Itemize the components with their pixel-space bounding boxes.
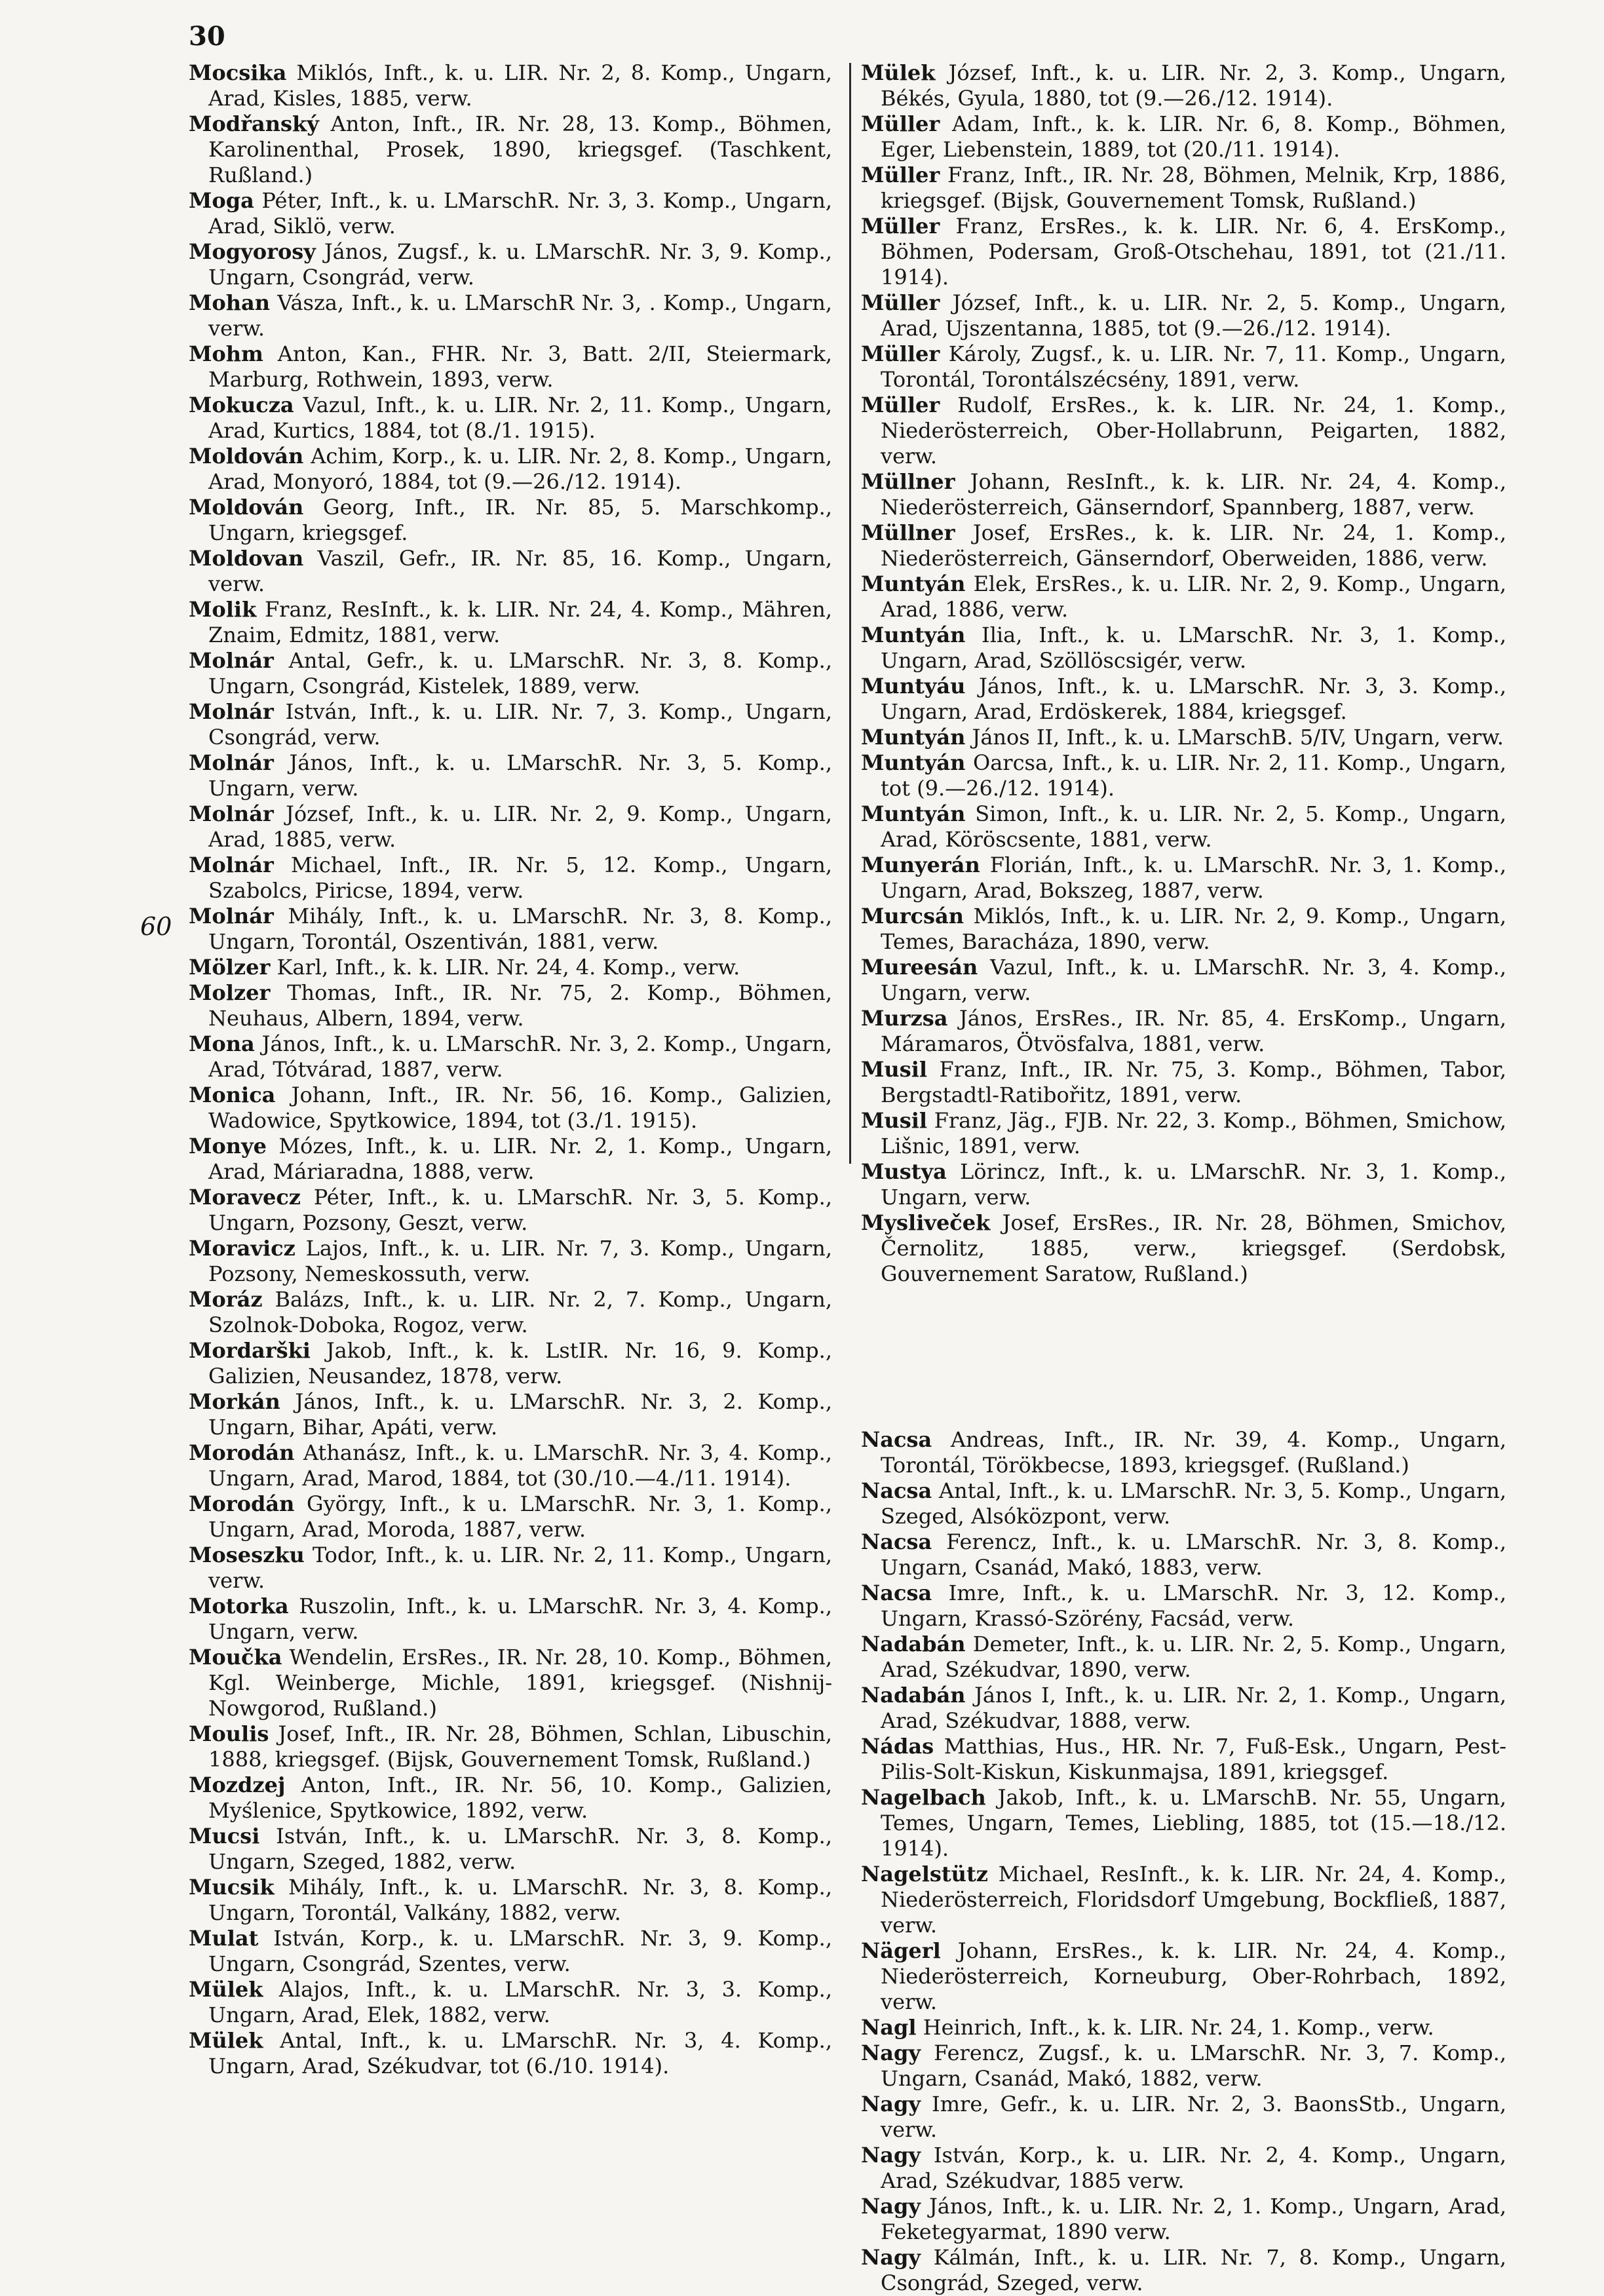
entry-surname: Molnár [189, 852, 274, 877]
entry [189, 1440, 832, 1491]
entry-details: Mózes, Inft., k. u. LIR. Nr. 2, 1. Komp., Ungarn, Arad, Máriaradna, 1888, verw. [208, 1134, 832, 1184]
entry-surname: Nagy [861, 2040, 921, 2065]
entry-details: Anton, Kan., FHR. Nr. 3, Batt. 2/II, Steiermark, Marburg, Rothwein, 1893, verw. [208, 341, 832, 392]
entry [861, 1632, 1506, 1683]
entry [189, 392, 832, 444]
entry-details: József, Inft., k. u. LIR. Nr. 2, 9. Komp., Ungarn, Arad, 1885, verw. [208, 801, 832, 852]
entry [861, 852, 1506, 904]
entry [189, 111, 832, 188]
entry-details: Franz, Jäg., FJB. Nr. 22, 3. Komp., Böhmen, Smichow, Lišnic, 1891, verw. [881, 1108, 1506, 1158]
entry-surname: Mogyorosy [189, 239, 316, 264]
entry-surname: Nadabán [861, 1632, 966, 1656]
entry [189, 699, 832, 750]
entry-details: Wendelin, ErsRes., IR. Nr. 28, 10. Komp., Böhmen, Kgl. Weinberge, Michle, 1891, kriegsgef. (Nishnij-Nowgorod, Rußland.) [208, 1645, 832, 1721]
entry-surname: Nagy [861, 2092, 921, 2116]
entry [861, 1938, 1506, 2015]
entry [861, 622, 1506, 674]
entry [189, 495, 832, 546]
column-divider [849, 63, 851, 1164]
entry [189, 1491, 832, 1542]
entry-details: Franz, Inft., IR. Nr. 28, Böhmen, Melnik, Krp, 1886, kriegsgef. (Bijsk, Gouvernement Tomsk, Rußland.) [881, 163, 1506, 213]
entry [861, 1580, 1506, 1632]
entry [861, 1159, 1506, 1210]
entry-surname: Mozdzej [189, 1772, 286, 1797]
entry-details: Athanász, Inft., k. u. LMarschR. Nr. 3, 4. Komp., Ungarn, Arad, Marod, 1884, tot (30./10.—4./11. 1914). [208, 1440, 832, 1491]
entry-surname: Molzer [189, 980, 271, 1005]
entry [189, 1542, 832, 1594]
entry-details: Károly, Zugsf., k. u. LIR. Nr. 7, 11. Komp., Ungarn, Torontál, Torontálszécsény, 1891, verw. [881, 341, 1506, 392]
entry [861, 2194, 1506, 2245]
entry-details: Miklós, Inft., k. u. LIR. Nr. 2, 8. Komp., Ungarn, Arad, Kisles, 1885, verw. [208, 60, 832, 111]
entry-surname: Mülek [861, 60, 936, 85]
entry-details: Adam, Inft., k. k. LIR. Nr. 6, 8. Komp., Böhmen, Eger, Liebenstein, 1889, tot (20./11. 1914). [881, 111, 1506, 162]
entry-details: Georg, Inft., IR. Nr. 85, 5. Marschkomp., Ungarn, kriegsgef. [208, 495, 832, 545]
entry-details: István, Inft., k. u. LMarschR. Nr. 3, 8. Komp., Ungarn, Szeged, 1882, verw. [208, 1824, 832, 1874]
entry-surname: Nägerl [861, 1938, 941, 1963]
entry-details: Antal, Inft., k. u. LMarschR. Nr. 3, 4. Komp., Ungarn, Arad, Székudvar, tot (6./10. 1914). [208, 2028, 832, 2078]
entry [189, 1185, 832, 1236]
entry-surname: Musil [861, 1057, 928, 1082]
entry-details: József, Inft., k. u. LIR. Nr. 2, 5. Komp., Ungarn, Arad, Ujszentanna, 1885, tot (9.—26./12. 1914). [881, 290, 1506, 341]
entry-surname: Muntyáu [861, 674, 966, 698]
entry-surname: Müller [861, 163, 940, 187]
entry [861, 214, 1506, 290]
entry-details: Demeter, Inft., k. u. LIR. Nr. 2, 5. Komp., Ungarn, Arad, Székudvar, 1890, verw. [881, 1632, 1506, 1682]
entry-surname: Moldován [189, 495, 304, 520]
entry-surname: Motorka [189, 1594, 289, 1618]
entry-surname: Mohan [189, 290, 271, 315]
entry-surname: Mulat [189, 1926, 259, 1951]
entry-details: Alajos, Inft., k. u. LMarschR. Nr. 3, 3. Komp., Ungarn, Arad, Elek, 1882, verw. [208, 1977, 832, 2027]
entry-surname: Molnár [189, 699, 274, 724]
entry [189, 1287, 832, 1338]
entry [861, 1108, 1506, 1159]
entry-surname: Müllner [861, 469, 955, 494]
entry [861, 801, 1506, 852]
entry [861, 1785, 1506, 1862]
entry-surname: Moga [189, 188, 254, 213]
n-section [861, 1427, 1506, 2296]
entry-details: Johann, Inft., IR. Nr. 56, 16. Komp., Galizien, Wadowice, Spytkowice, 1894, tot (3./1. 1915). [208, 1082, 832, 1133]
entry-details: Jakob, Inft., k. k. LstIR. Nr. 16, 9. Komp., Galizien, Neusandez, 1878, verw. [208, 1338, 832, 1388]
entry-surname: Nadabán [861, 1683, 966, 1708]
entry-details: István, Inft., k. u. LIR. Nr. 7, 3. Komp., Ungarn, Csongrád, verw. [208, 699, 832, 750]
entry-surname: Mysliveček [861, 1210, 991, 1235]
entry-details: István, Korp., k. u. LIR. Nr. 2, 4. Komp., Ungarn, Arad, Székudvar, 1885 verw. [881, 2143, 1506, 2193]
entry-surname: Modřanský [189, 111, 319, 136]
entry [189, 1772, 832, 1824]
entry-surname: Nagy [861, 2245, 921, 2270]
entry [189, 60, 832, 111]
entry [861, 904, 1506, 955]
entry-details: János, Inft., k. u. LMarschR. Nr. 3, 5. Komp., Ungarn, verw. [208, 750, 832, 801]
entry [861, 392, 1506, 469]
entry [189, 1645, 832, 1721]
entry-details: Heinrich, Inft., k. k. LIR. Nr. 24, 1. Komp., verw. [916, 2015, 1434, 2040]
entry-details: Péter, Inft., k. u. LMarschR. Nr. 3, 3. Komp., Ungarn, Arad, Siklö, verw. [208, 188, 832, 239]
entry-surname: Moravecz [189, 1185, 301, 1210]
entry-details: Antal, Inft., k. u. LMarschR. Nr. 3, 5. Komp., Ungarn, Szeged, Alsóközpont, verw. [881, 1478, 1506, 1529]
entry-details: Josef, ErsRes., IR. Nr. 28, Böhmen, Smichov, Černolitz, 1885, verw., kriegsgef. (Serdobsk, Gouvernement Saratow, Rußland.) [881, 1210, 1506, 1286]
entry-details: Miklós, Inft., k. u. LIR. Nr. 2, 9. Komp., Ungarn, Temes, Baracháza, 1890, verw. [881, 904, 1506, 954]
entry-details: János, Inft., k. u. LIR. Nr. 2, 1. Komp., Ungarn, Arad, Feketegyarmat, 1890 verw. [881, 2194, 1506, 2244]
entry [189, 1389, 832, 1440]
entry-details: Michael, ResInft., k. k. LIR. Nr. 24, 4. Komp., Niederösterreich, Floridsdorf Umgebung, Bockfließ, 1887, verw. [881, 1862, 1506, 1938]
entry [861, 341, 1506, 392]
m-section [861, 60, 1506, 1287]
entry-details: Simon, Inft., k. u. LIR. Nr. 2, 5. Komp., Ungarn, Arad, Köröscsente, 1881, verw. [881, 801, 1506, 852]
entry-details: Mihály, Inft., k. u. LMarschR. Nr. 3, 8. Komp., Ungarn, Torontál, Oszentiván, 1881, verw. [208, 904, 832, 954]
entry-surname: Nádas [861, 1734, 934, 1759]
entry-surname: Musil [861, 1108, 928, 1133]
entry-surname: Muntyán [861, 622, 966, 647]
entry [189, 1594, 832, 1645]
page-number: 30 [189, 21, 225, 52]
entry-surname: Moseszku [189, 1542, 305, 1567]
entry-details: József, Inft., k. u. LIR. Nr. 2, 3. Komp., Ungarn, Békés, Gyula, 1880, tot (9.—26./12. 1914). [881, 60, 1506, 111]
entry-surname: Mohm [189, 341, 263, 366]
entry-details: Vazul, Inft., k. u. LMarschR. Nr. 3, 4. Komp., Ungarn, verw. [881, 955, 1506, 1005]
entry-surname: Nacsa [861, 1427, 932, 1452]
entry-surname: Moravicz [189, 1236, 296, 1261]
entry-details: Vásza, Inft., k. u. LMarschR Nr. 3, . Komp., Ungarn, verw. [208, 290, 832, 341]
entry-details: Balázs, Inft., k. u. LIR. Nr. 2, 7. Komp., Ungarn, Szolnok-Doboka, Rogoz, verw. [208, 1287, 832, 1337]
right-column [861, 60, 1506, 2296]
entry-details: György, Inft., k u. LMarschR. Nr. 3, 1. Komp., Ungarn, Arad, Moroda, 1887, verw. [208, 1491, 832, 1542]
entry-surname: Molnár [189, 750, 274, 775]
entry-surname: Molnár [189, 904, 274, 928]
entry-surname: Mokucza [189, 392, 294, 417]
entry-surname: Nagy [861, 2194, 921, 2219]
entry-surname: Nagelbach [861, 1785, 986, 1810]
entry-surname: Murcsán [861, 904, 964, 928]
entry [189, 1031, 832, 1082]
entry-surname: Muntyán [861, 750, 966, 775]
entry [189, 801, 832, 852]
entry-surname: Murzsa [861, 1006, 948, 1031]
entry-details: Ferencz, Inft., k. u. LMarschR. Nr. 3, 8. Komp., Ungarn, Csanád, Makó, 1883, verw. [881, 1529, 1506, 1580]
entry-surname: Moráz [189, 1287, 263, 1312]
entry-surname: Nagy [861, 2143, 921, 2168]
entry-surname: Mülek [189, 2028, 263, 2053]
entry [189, 1977, 832, 2028]
entry-details: Achim, Korp., k. u. LIR. Nr. 2, 8. Komp., Ungarn, Arad, Monyoró, 1884, tot (9.—26./12. 1914). [208, 444, 832, 494]
entry [189, 546, 832, 597]
entry-surname: Mona [189, 1031, 255, 1056]
entry [189, 444, 832, 495]
entry-details: Thomas, Inft., IR. Nr. 75, 2. Komp., Böhmen, Neuhaus, Albern, 1894, verw. [208, 980, 832, 1031]
entry-details: Anton, Inft., IR. Nr. 28, 13. Komp., Böhmen, Karolinenthal, Prosek, 1890, kriegsgef. (Taschkent, Rußland.) [208, 111, 832, 187]
entry-details: Ferencz, Zugsf., k. u. LMarschR. Nr. 3, 7. Komp., Ungarn, Csanád, Makó, 1882, verw. [881, 2040, 1506, 2091]
entry [189, 1338, 832, 1389]
entry-surname: Molik [189, 597, 257, 622]
entry-details: Vazul, Inft., k. u. LIR. Nr. 2, 11. Komp., Ungarn, Arad, Kurtics, 1884, tot (8./1. 1915). [208, 392, 832, 443]
entry-surname: Mucsik [189, 1875, 275, 1900]
entry [189, 648, 832, 699]
entry-surname: Moldován [189, 444, 304, 469]
entry [861, 674, 1506, 725]
entry-surname: Nagl [861, 2015, 917, 2040]
entry-surname: Morodán [189, 1440, 295, 1465]
entry-details: Karl, Inft., k. k. LIR. Nr. 24, 4. Komp., verw. [270, 955, 740, 980]
entry-surname: Mülek [189, 1977, 263, 2002]
entry-details: Kálmán, Inft., k. u. LIR. Nr. 7, 8. Komp., Ungarn, Csongrád, Szeged, verw. [881, 2245, 1506, 2295]
entry [861, 1210, 1506, 1287]
entry-details: Franz, Inft., IR. Nr. 75, 3. Komp., Böhmen, Tabor, Bergstadtl-Ratibořitz, 1891, verw. [881, 1057, 1506, 1107]
entry-details: Mihály, Inft., k. u. LMarschR. Nr. 3, 8. Komp., Ungarn, Torontál, Valkány, 1882, verw. [208, 1875, 832, 1925]
entry [861, 955, 1506, 1006]
entry-details: János, Inft., k. u. LMarschR. Nr. 3, 2. Komp., Ungarn, Arad, Tótvárad, 1887, verw. [208, 1031, 832, 1082]
section-gap [861, 1287, 1506, 1427]
entry-details: Péter, Inft., k. u. LMarschR. Nr. 3, 5. Komp., Ungarn, Pozsony, Geszt, verw. [208, 1185, 832, 1235]
entry [861, 1478, 1506, 1529]
entry-details: Ilia, Inft., k. u. LMarschR. Nr. 3, 1. Komp., Ungarn, Arad, Szöllöscsigér, verw. [881, 622, 1506, 673]
entry-surname: Nacsa [861, 1529, 932, 1554]
entry-details: Josef, Inft., IR. Nr. 28, Böhmen, Schlan, Libuschin, 1888, kriegsgef. (Bijsk, Gouvernement Tomsk, Rußland.) [208, 1721, 832, 1772]
entry-surname: Monica [189, 1082, 276, 1107]
entry-surname: Molnár [189, 648, 274, 673]
entry [189, 1236, 832, 1287]
entry-details: János, ErsRes., IR. Nr. 85, 4. ErsKomp., Ungarn, Máramaros, Ötvösfalva, 1881, verw. [881, 1006, 1506, 1056]
entry [861, 2245, 1506, 2296]
entry [861, 1006, 1506, 1057]
entry-surname: Mocsika [189, 60, 287, 85]
entry-details: Andreas, Inft., IR. Nr. 39, 4. Komp., Ungarn, Torontál, Törökbecse, 1893, kriegsgef. (Rußland.) [881, 1427, 1506, 1478]
entry [861, 2015, 1506, 2040]
entry-details: István, Korp., k. u. LMarschR. Nr. 3, 9. Komp., Ungarn, Csongrád, Szentes, verw. [208, 1926, 832, 1976]
entry [861, 750, 1506, 801]
entry-details: Michael, Inft., IR. Nr. 5, 12. Komp., Ungarn, Szabolcs, Piricse, 1894, verw. [208, 852, 832, 903]
entry-surname: Morkán [189, 1389, 280, 1414]
entry-details: Lajos, Inft., k. u. LIR. Nr. 7, 3. Komp., Ungarn, Pozsony, Nemeskossuth, verw. [208, 1236, 832, 1286]
handwritten-margin-note: 60 [140, 912, 172, 941]
entry [189, 955, 832, 980]
entry-details: Franz, ResInft., k. k. LIR. Nr. 24, 4. Komp., Mähren, Znaim, Edmitz, 1881, verw. [208, 597, 832, 647]
entry-surname: Muntyán [861, 725, 966, 750]
entry-surname: Mureesán [861, 955, 978, 980]
entry-surname: Muntyán [861, 571, 966, 596]
entry [189, 290, 832, 341]
entry-details: Franz, ErsRes., k. k. LIR. Nr. 6, 4. ErsKomp., Böhmen, Podersam, Groß-Otschehau, 1891, tot (21./11. 1914). [881, 214, 1506, 290]
entry-details: Oarcsa, Inft., k. u. LIR. Nr. 2, 11. Komp., Ungarn, tot (9.—26./12. 1914). [881, 750, 1506, 801]
entry-surname: Mordarški [189, 1338, 311, 1363]
entry [861, 1734, 1506, 1785]
entry-details: Ruszolin, Inft., k. u. LMarschR. Nr. 3, 4. Komp., Ungarn, verw. [208, 1594, 832, 1644]
entry [861, 1529, 1506, 1580]
entry-details: Rudolf, ErsRes., k. k. LIR. Nr. 24, 1. Komp., Niederösterreich, Ober-Hollabrunn, Peigarten, 1882, verw. [881, 392, 1506, 469]
entry-details: Todor, Inft., k. u. LIR. Nr. 2, 11. Komp., Ungarn, verw. [208, 1542, 832, 1593]
entry-details: Josef, ErsRes., k. k. LIR. Nr. 24, 1. Komp., Niederösterreich, Gänserndorf, Oberweiden, 1886, verw. [881, 520, 1506, 571]
entry-details: János, Inft., k. u. LMarschR. Nr. 3, 2. Komp., Ungarn, Bihar, Apáti, verw. [208, 1389, 832, 1440]
entry [189, 904, 832, 955]
entry [189, 1926, 832, 1977]
entry [861, 469, 1506, 520]
entry [189, 1824, 832, 1875]
entry-details: Imre, Gefr., k. u. LIR. Nr. 2, 3. BaonsStb., Ungarn, verw. [881, 2092, 1506, 2142]
entry [861, 1057, 1506, 1108]
entry-details: Vaszil, Gefr., IR. Nr. 85, 16. Komp., Ungarn, verw. [208, 546, 832, 596]
entry-surname: Molnár [189, 801, 274, 826]
entry-details: Antal, Gefr., k. u. LMarschR. Nr. 3, 8. Komp., Ungarn, Csongrád, Kistelek, 1889, verw. [208, 648, 832, 698]
entry [861, 163, 1506, 214]
entry-surname: Müllner [861, 520, 955, 545]
entry-details: Imre, Inft., k. u. LMarschR. Nr. 3, 12. Komp., Ungarn, Krassó-Szörény, Facsád, verw. [881, 1580, 1506, 1631]
entry-surname: Munyerán [861, 852, 980, 877]
entry-surname: Muntyán [861, 801, 966, 826]
entry-surname: Mölzer [189, 955, 271, 980]
entry-details: János I, Inft., k. u. LIR. Nr. 2, 1. Komp., Ungarn, Arad, Székudvar, 1888, verw. [881, 1683, 1506, 1733]
entry-details: Elek, ErsRes., k. u. LIR. Nr. 2, 9. Komp., Ungarn, Arad, 1886, verw. [881, 571, 1506, 622]
entry [861, 2143, 1506, 2194]
entry [861, 571, 1506, 622]
entry [189, 1875, 832, 1926]
entry [189, 1134, 832, 1185]
entry-surname: Müller [861, 111, 940, 136]
entry [189, 188, 832, 239]
entry [189, 1721, 832, 1772]
entry [189, 1082, 832, 1134]
entry-surname: Nagelstütz [861, 1862, 988, 1886]
entry [861, 290, 1506, 341]
entry-details: János II, Inft., k. u. LMarschB. 5/IV, Ungarn, verw. [965, 725, 1504, 750]
entry [189, 597, 832, 648]
entry-surname: Nacsa [861, 1478, 932, 1503]
entry [861, 2092, 1506, 2143]
entry [861, 111, 1506, 163]
entry-surname: Moulis [189, 1721, 269, 1746]
entry [189, 341, 832, 392]
entry [861, 1862, 1506, 1938]
entry [189, 852, 832, 904]
entry-surname: Moldovan [189, 546, 304, 571]
entry [861, 2040, 1506, 2092]
entry-details: Jakob, Inft., k. u. LMarschB. Nr. 55, Ungarn, Temes, Ungarn, Temes, Liebling, 1885, tot (15.—18./12. 1914). [881, 1785, 1506, 1861]
entry [861, 60, 1506, 111]
entry-details: Matthias, Hus., HR. Nr. 7, Fuß-Esk., Ungarn, Pest-Pilis-Solt-Kiskun, Kiskunmajsa, 1891, kriegsgef. [881, 1734, 1506, 1784]
entry [861, 520, 1506, 571]
entry-surname: Mustya [861, 1159, 947, 1184]
entry-surname: Morodán [189, 1491, 295, 1516]
entry-details: Johann, ResInft., k. k. LIR. Nr. 24, 4. Komp., Niederösterreich, Gänserndorf, Spannberg, 1887, verw. [881, 469, 1506, 520]
entry [861, 1427, 1506, 1478]
entry-surname: Müller [861, 290, 940, 315]
entry [189, 750, 832, 801]
entry-surname: Müller [861, 214, 940, 239]
entry-details: Florián, Inft., k. u. LMarschR. Nr. 3, 1. Komp., Ungarn, Arad, Bokszeg, 1887, verw. [881, 852, 1506, 903]
entry-details: Johann, ErsRes., k. k. LIR. Nr. 24, 4. Komp., Niederösterreich, Korneuburg, Ober-Rohrbach, 1892, verw. [881, 1938, 1506, 2014]
entry [861, 725, 1506, 750]
entry-surname: Mucsi [189, 1824, 260, 1848]
entry-details: János, Zugsf., k. u. LMarschR. Nr. 3, 9. Komp., Ungarn, Csongrád, verw. [208, 239, 832, 290]
entry-surname: Müller [861, 341, 940, 366]
entry-surname: Moučka [189, 1645, 282, 1670]
entry [189, 2028, 832, 2079]
left-column [189, 60, 832, 2079]
entry-details: Lörincz, Inft., k. u. LMarschR. Nr. 3, 1. Komp., Ungarn, verw. [881, 1159, 1506, 1210]
entry-surname: Monye [189, 1134, 267, 1158]
entry [189, 980, 832, 1031]
entry-surname: Müller [861, 392, 940, 417]
entry [861, 1683, 1506, 1734]
entry-surname: Nacsa [861, 1580, 932, 1605]
entry-details: Anton, Inft., IR. Nr. 56, 10. Komp., Galizien, Myślenice, Spytkowice, 1892, verw. [208, 1772, 832, 1823]
entry [189, 239, 832, 290]
entry-details: János, Inft., k. u. LMarschR. Nr. 3, 3. Komp., Ungarn, Arad, Erdöskerek, 1884, kriegsgef. [881, 674, 1506, 724]
